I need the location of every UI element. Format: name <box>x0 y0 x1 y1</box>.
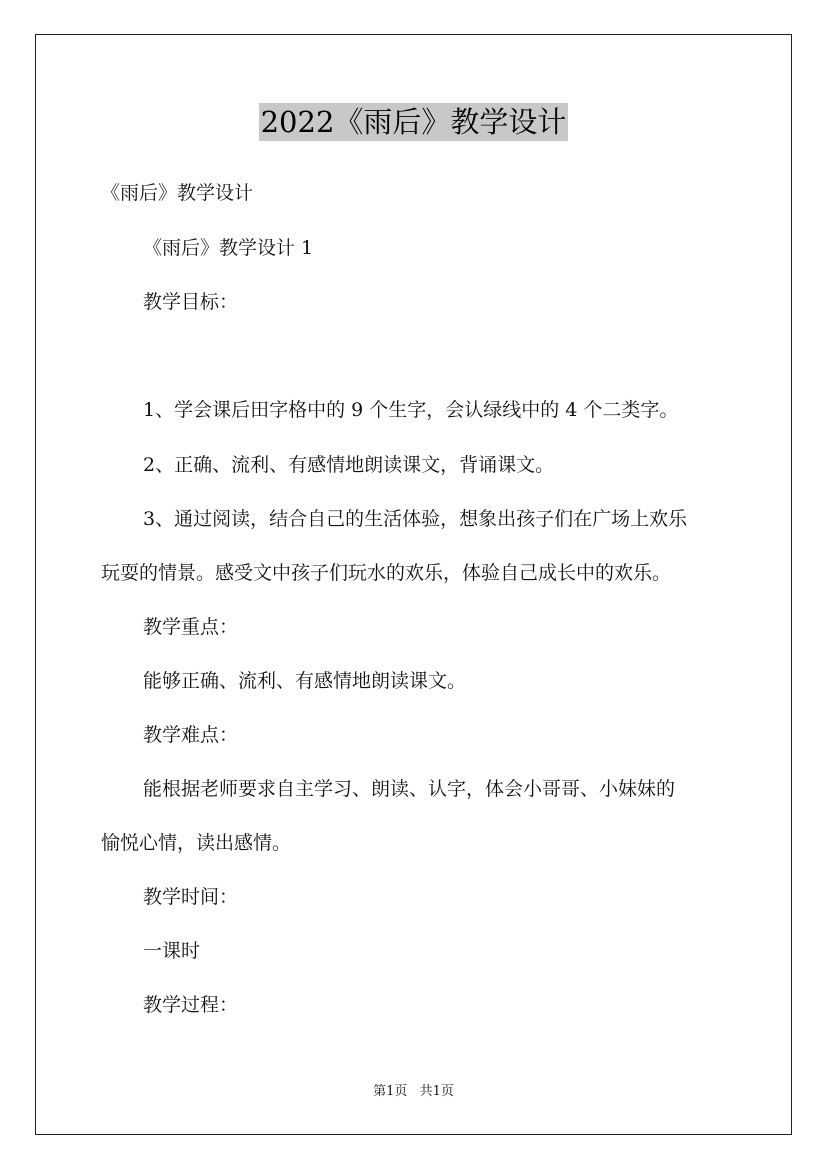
objectives-label: 教学目标： <box>143 291 239 313</box>
process-label: 教学过程： <box>143 994 239 1016</box>
key-points-label: 教学重点： <box>143 616 239 638</box>
difficulties-text-continued: 愉悦心情，读出感情。 <box>101 832 292 854</box>
subtitle: 《雨后》教学设计 <box>101 182 254 204</box>
time-value: 一课时 <box>143 940 201 962</box>
objective-2: 2、正确、流利、有感情地朗读课文，背诵课文。 <box>143 454 555 476</box>
objective-1: 1、学会课后田字格中的 9 个生字，会认绿线中的 4 个二类字。 <box>143 399 679 421</box>
title-container <box>0 103 827 141</box>
page-number: 第1页 <box>373 1084 408 1099</box>
objective-3: 3、通过阅读，结合自己的生活体验，想象出孩子们在广场上欢乐 <box>143 508 688 530</box>
document-title: 2022《雨后》教学设计 <box>260 105 567 139</box>
section-heading: 《雨后》教学设计 1 <box>143 237 314 259</box>
objective-3-continued: 玩耍的情景。感受文中孩子们玩水的欢乐，体验自己成长中的欢乐。 <box>101 562 672 584</box>
page-footer <box>0 1083 827 1101</box>
difficulties-label: 教学难点： <box>143 724 239 746</box>
difficulties-text: 能根据老师要求自主学习、朗读、认字，体会小哥哥、小妹妹的 <box>143 778 676 800</box>
page-total: 共1页 <box>419 1084 454 1099</box>
key-points-text: 能够正确、流利、有感情地朗读课文。 <box>143 670 467 692</box>
time-label: 教学时间： <box>143 886 239 908</box>
